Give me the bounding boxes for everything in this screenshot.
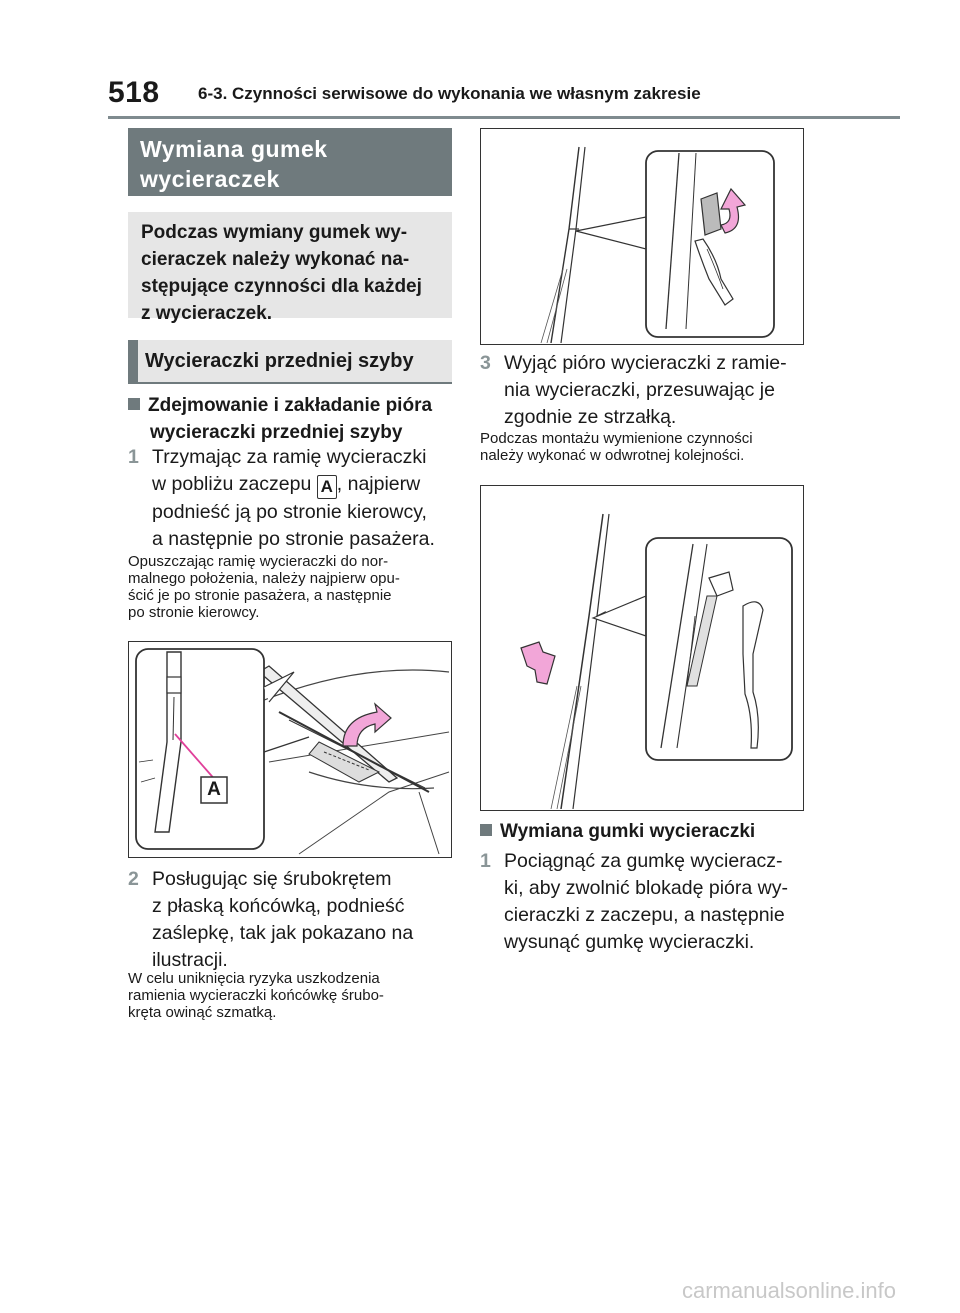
chapter-title: 6-3. Czynności serwisowe do wykonania we własnym zakresie bbox=[198, 84, 701, 103]
blade-removal-illustration bbox=[481, 129, 802, 343]
figure-lifting-wiper-arm bbox=[128, 641, 452, 858]
step-number: 2 bbox=[128, 868, 139, 890]
step-number: 1 bbox=[480, 850, 491, 872]
square-bullet-icon bbox=[128, 398, 140, 410]
wiper-arm-illustration bbox=[129, 642, 450, 856]
label-a: A bbox=[207, 779, 221, 800]
subsection-title: Wycieraczki przedniej szyby bbox=[128, 340, 452, 384]
intro-line: z wycieraczek. bbox=[141, 303, 272, 324]
figure-rubber-release bbox=[480, 485, 804, 811]
lift-arrow-icon bbox=[343, 704, 391, 746]
bullet-heading-replace-rubber: Wymiana gumki wycieraczki bbox=[480, 818, 810, 845]
section-title: Wymiana gumek wycieraczek bbox=[128, 128, 452, 196]
note-lowering-arm: Opuszczając ramię wycieraczki do nor- malnego położenia, należy najpierw opu- ścić je po stronie pasażera, a następnie po stronie kierowcy. bbox=[128, 553, 400, 621]
marker-a: A bbox=[317, 475, 337, 499]
step-number: 3 bbox=[480, 352, 491, 374]
step-1-rubber: 1 Pociągnąć za gumkę wycieracz- ki, aby zwolnić blokadę pióra wy- cieraczki z zaczepu, a następnie wysunąć gumkę wycieraczki. bbox=[480, 850, 788, 953]
watermark: carmanualsonline.info bbox=[681, 1278, 896, 1303]
pull-arrow-icon bbox=[521, 642, 555, 684]
step-3-front: 3 Wyjąć pióro wycieraczki z ramie- nia wycieraczki, przesuwając je zgodnie ze strzałką. bbox=[480, 352, 787, 428]
rubber-release-illustration bbox=[481, 486, 802, 809]
intro-line: stępujące czynności dla każdej bbox=[141, 276, 422, 297]
intro-line: cieraczek należy wykonać na- bbox=[141, 249, 410, 270]
intro-line: Podczas wymiany gumek wy- bbox=[141, 222, 408, 243]
figure-removing-blade bbox=[480, 128, 804, 345]
step-1-front: 1 Trzymając za ramię wycieraczki w pobliżu zaczepu A , najpierw podnieść ją po stronie kierowcy, a następnie po stronie pasażera. bbox=[128, 446, 435, 550]
header-divider bbox=[108, 116, 900, 119]
square-bullet-icon bbox=[480, 824, 492, 836]
intro-box bbox=[128, 212, 452, 324]
step-2-front: 2 Posługując się śrubokrętem z płaską końcówką, podnieść zaślepkę, tak jak pokazano na ilustracji. bbox=[128, 868, 414, 971]
note-reassembly: Podczas montażu wymienione czynności należy wykonać w odwrotnej kolejności. bbox=[480, 430, 753, 464]
page-number: 518 bbox=[108, 76, 160, 109]
bullet-heading-remove-blade: Zdejmowanie i zakładanie pióra wycieraczki przedniej szyby bbox=[128, 392, 458, 446]
note-screwdriver: W celu uniknięcia ryzyka uszkodzenia ramienia wycieraczki końcówkę śrubo- kręta owinąć szmatką. bbox=[128, 970, 384, 1021]
step-number: 1 bbox=[128, 446, 139, 468]
